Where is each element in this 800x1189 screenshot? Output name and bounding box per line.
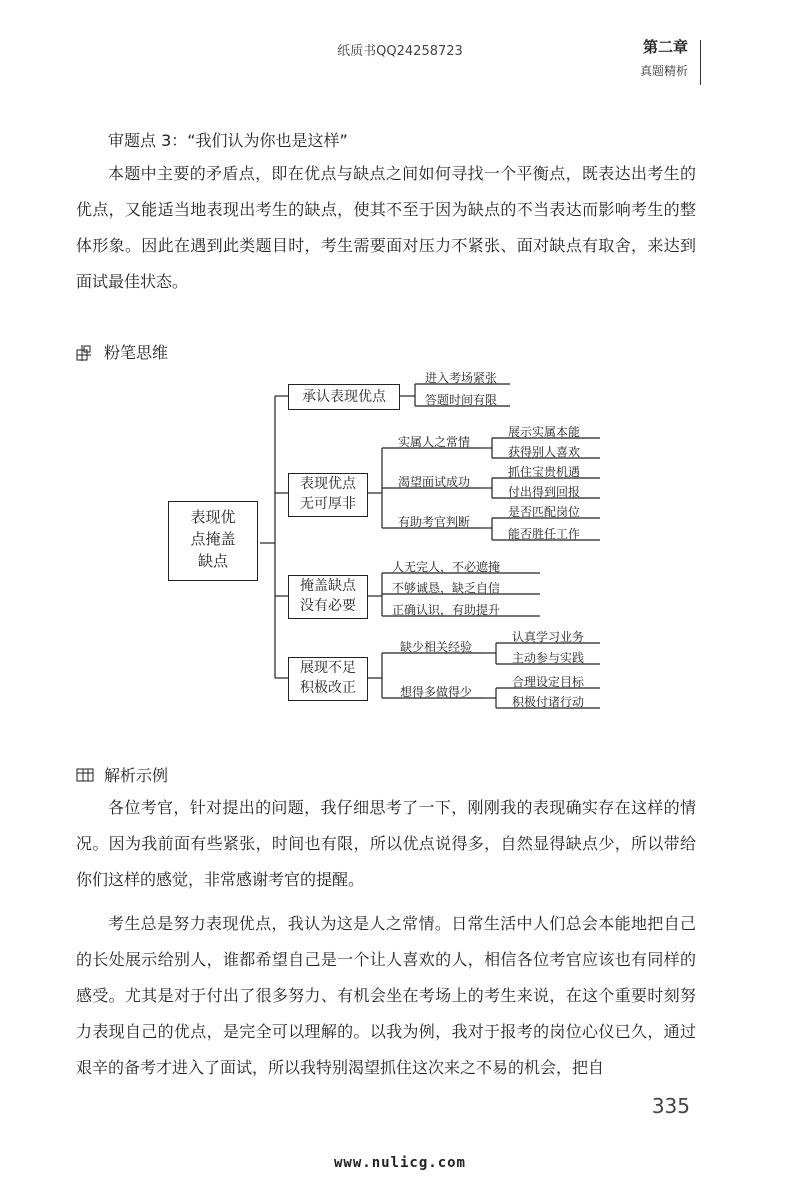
mindmap-leaf: 主动参与实践 [512, 651, 585, 665]
point3-paragraph: 本题中主要的矛盾点，即在优点与缺点之间如何寻找一个平衡点，既表达出考生的优点，又能适当地表现出考生的缺点，使其不至于因为缺点的不当表达而影响考生的整体形象。因此在遇到此类题目时，考生需要面对压力不紧张、面对缺点有取舍，来达到面试最佳状态。 [76, 164, 696, 291]
mindmap-leaf: 抓住宝贵机遇 [508, 465, 581, 479]
example-body [76, 790, 696, 1086]
point3-title: 审题点 3：“我们认为你也是这样” [108, 131, 348, 150]
mindmap-sub-label: 有助考官判断 [398, 515, 471, 529]
mindmap-leaf: 获得别人喜欢 [508, 445, 581, 459]
mindmap-leaf: 积极付诸行动 [512, 695, 585, 709]
chapter-subtitle: 真题精析 [639, 64, 688, 78]
mindmap-root-line: 表现优 [190, 508, 236, 526]
mindmap-leaf: 不够诚恳，缺乏自信 [392, 581, 501, 595]
mindmap-branch-line: 积极改正 [300, 680, 356, 696]
mindmap-branch-line: 没有必要 [300, 598, 356, 614]
mindmap-leaf: 人无完人，不必遮掩 [392, 560, 501, 574]
mindmap-branch-line: 无可厚非 [300, 496, 356, 512]
mindmap-branch-line: 展现不足 [300, 660, 356, 676]
chapter-title: 第二章 [642, 38, 688, 56]
example-paragraph-2: 考生总是努力表现优点，我认为这是人之常情。日常生活中人们总会本能地把自己的长处展示给别人，谁都希望自己是一个让人喜欢的人，相信各位考官应该也有同样的感受。尤其是对于付出了很多努力、有机会坐在考场上的考生来说，在这个重要时刻努力表现自己的优点，是完全可以理解的。以我为例，我对于报考的岗位心仪已久，通过艰辛的备考才进入了面试，所以我特别渴望抓住这次来之不易的机会，把自 [76, 914, 696, 1077]
mindmap-root [168, 501, 258, 581]
mindmap-branch-line: 掩盖缺点 [300, 578, 356, 594]
mindmap-branch-4 [288, 657, 368, 701]
table-icon [76, 767, 92, 783]
mindmap-branch-3 [288, 575, 368, 619]
mindmap-leaf: 认真学习业务 [512, 630, 585, 644]
header-divider [700, 40, 701, 85]
mindmap-leaf: 能否胜任工作 [508, 527, 581, 541]
example-paragraph-1: 各位考官，针对提出的问题，我仔细思考了一下，刚刚我的表现确实存在这样的情况。因为我前面有些紧张，时间也有限，所以优点说得多，自然显得缺点少，所以带给你们这样的感觉，非常感谢考官的提醒。 [76, 798, 696, 889]
mindmap-root-line: 缺点 [197, 552, 228, 570]
mindmap-root-line: 点掩盖 [190, 530, 236, 548]
example-section-header [76, 763, 168, 786]
mindmap-sub-label: 渴望面试成功 [398, 475, 471, 489]
grid-icon [76, 344, 92, 360]
example-section-title: 解析示例 [104, 766, 169, 785]
mindmap-section-header [76, 340, 168, 363]
mindmap-sub-label: 想得多做得少 [400, 685, 473, 699]
mindmap-leaf: 进入考场紧张 [425, 371, 498, 385]
mindmap-leaf: 展示实属本能 [508, 425, 581, 439]
mindmap-branch-line: 表现优点 [300, 476, 356, 492]
point3-body [76, 156, 696, 300]
mindmap-branch-1: 承认表现优点 [288, 384, 400, 410]
mindmap-leaf: 答题时间有限 [425, 393, 498, 407]
mindmap-section-title: 粉笔思维 [104, 343, 169, 362]
mindmap-leaf: 正确认识，有助提升 [392, 603, 501, 617]
mindmap-leaf: 合理设定目标 [512, 675, 585, 689]
mindmap-sub-label: 缺少相关经验 [400, 640, 473, 654]
page-number: 335 [651, 1094, 690, 1118]
mindmap-leaf: 付出得到回报 [508, 485, 581, 499]
footer-url: www.nulicg.com [333, 1155, 466, 1171]
header-watermark: 纸质书QQ24258723 [337, 44, 463, 59]
mindmap-branch-2 [288, 473, 368, 517]
mindmap-sub-label: 实属人之常情 [398, 435, 471, 449]
mindmap [160, 368, 620, 718]
mindmap-leaf: 是否匹配岗位 [508, 505, 581, 519]
